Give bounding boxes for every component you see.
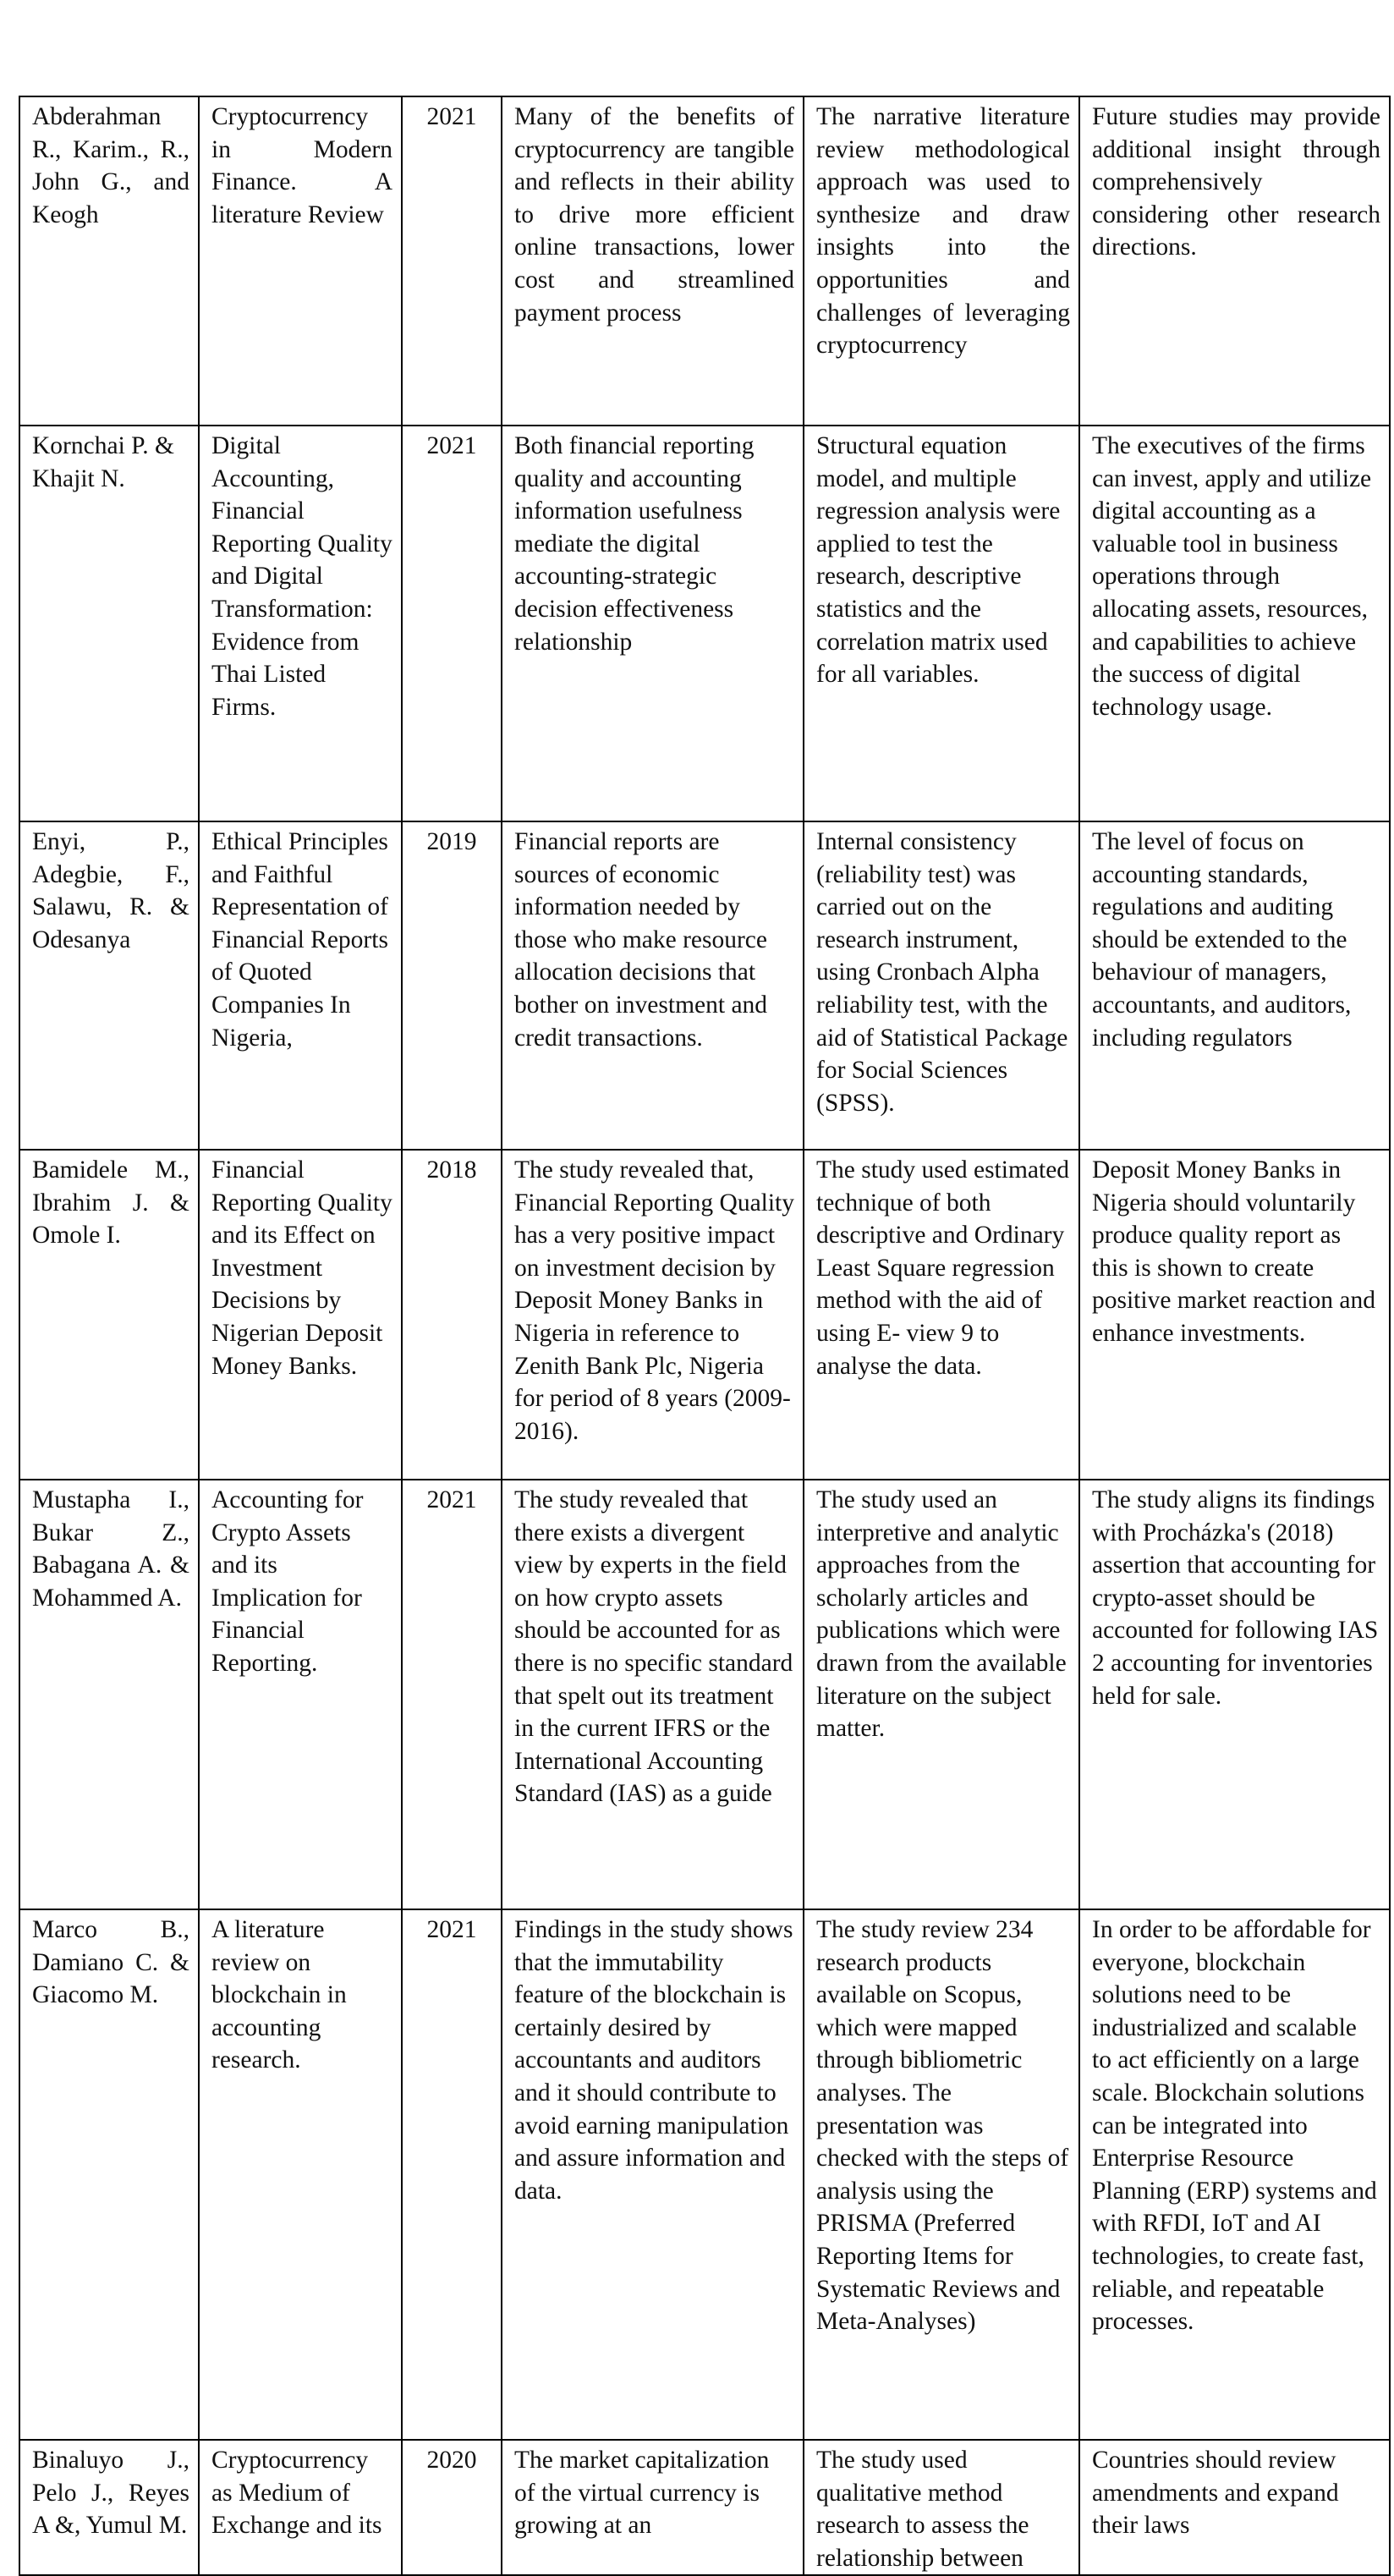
findings-cell: The study revealed that, Financial Reporting Quality has a very positive impact on investment decision by Deposit Money Banks in Nigeria in reference to Zenith Bank Plc, Nigeria for period of 8 years (2009- 2016). [502, 1150, 804, 1480]
recommendation-cell: Future studies may provide additional insight through comprehensively considering other research directions. [1079, 96, 1390, 426]
table-row [19, 1909, 1390, 2440]
title-cell: Ethical Principles and Faithful Representation of Financial Reports of Quoted Companies In Nigeria, [199, 821, 402, 1150]
title-cell: A literature review on blockchain in accounting research. [199, 1909, 402, 2440]
year-cell: 2020 [402, 2440, 502, 2575]
authors-cell: Abderahman R., Karim., R., John G., and Keogh [19, 96, 199, 426]
title-cell: Cryptocurrency in Modern Finance. A literature Review [199, 96, 402, 426]
table-row [19, 1150, 1390, 1480]
authors-cell: Marco B., Damiano C. & Giacomo M. [19, 1909, 199, 2440]
literature-review-table [19, 96, 1391, 2576]
table-row [19, 821, 1390, 1150]
authors-cell: Mustapha I., Bukar Z., Babagana A. & Mohammed A. [19, 1480, 199, 1909]
methodology-cell: The study used estimated technique of both descriptive and Ordinary Least Square regression method with the aid of using E- view 9 to analyse the data. [804, 1150, 1079, 1480]
year-cell: 2021 [402, 96, 502, 426]
recommendation-cell: The executives of the firms can invest, apply and utilize digital accounting as a valuable tool in business operations through allocating assets, resources, and capabilities to achieve the success of digital technology usage. [1079, 426, 1390, 821]
table-row [19, 426, 1390, 821]
authors-cell: Bamidele M., Ibrahim J. & Omole I. [19, 1150, 199, 1480]
year-cell: 2021 [402, 1480, 502, 1909]
year-cell: 2018 [402, 1150, 502, 1480]
findings-cell: Findings in the study shows that the immutability feature of the blockchain is certainly desired by accountants and auditors and it should contribute to avoid earning manipulation and assure information and data. [502, 1909, 804, 2440]
table-row [19, 2440, 1390, 2575]
year-cell: 2021 [402, 1909, 502, 2440]
findings-cell: Many of the benefits of cryptocurrency are tangible and reflects in their ability to drive more efficient online transactions, lower cost and streamlined payment process [502, 96, 804, 426]
methodology-cell: The study used qualitative method research to assess the relationship between [804, 2440, 1079, 2575]
findings-cell: Financial reports are sources of economic information needed by those who make resource allocation decisions that bother on investment and credit transactions. [502, 821, 804, 1150]
findings-cell: The study revealed that there exists a divergent view by experts in the field on how crypto assets should be accounted for as there is no specific standard that spelt out its treatment in the current IFRS or the International Accounting Standard (IAS) as a guide [502, 1480, 804, 1909]
findings-cell: The market capitalization of the virtual currency is growing at an [502, 2440, 804, 2575]
methodology-cell: Structural equation model, and multiple regression analysis were applied to test the research, descriptive statistics and the correlation matrix used for all variables. [804, 426, 1079, 821]
title-cell: Digital Accounting, Financial Reporting Quality and Digital Transformation: Evidence from Thai Listed Firms. [199, 426, 402, 821]
table-row [19, 96, 1390, 426]
authors-cell: Enyi, P., Adegbie, F., Salawu, R. & Odesanya [19, 821, 199, 1150]
title-cell: Cryptocurrency as Medium of Exchange and its [199, 2440, 402, 2575]
recommendation-cell: In order to be affordable for everyone, blockchain solutions need to be industrialized and scalable to act efficiently on a large scale. Blockchain solutions can be integrated into Enterprise Resource Planning (ERP) systems and with RFDI, IoT and AI technologies, to create fast, reliable, and repeatable processes. [1079, 1909, 1390, 2440]
recommendation-cell: Deposit Money Banks in Nigeria should voluntarily produce quality report as this is shown to create positive market reaction and enhance investments. [1079, 1150, 1390, 1480]
year-cell: 2021 [402, 426, 502, 821]
methodology-cell: Internal consistency (reliability test) was carried out on the research instrument, using Cronbach Alpha reliability test, with the aid of Statistical Package for Social Sciences (SPSS). [804, 821, 1079, 1150]
authors-cell: Kornchai P. & Khajit N. [19, 426, 199, 821]
year-cell: 2019 [402, 821, 502, 1150]
recommendation-cell: Countries should review amendments and expand their laws [1079, 2440, 1390, 2575]
title-cell: Accounting for Crypto Assets and its Implication for Financial Reporting. [199, 1480, 402, 1909]
methodology-cell: The study review 234 research products available on Scopus, which were mapped through bibliometric analyses. The presentation was checked with the steps of analysis using the PRISMA (Preferred Reporting Items for Systematic Reviews and Meta-Analyses) [804, 1909, 1079, 2440]
methodology-cell: The study used an interpretive and analytic approaches from the scholarly articles and publications which were drawn from the available literature on the subject matter. [804, 1480, 1079, 1909]
recommendation-cell: The level of focus on accounting standards, regulations and auditing should be extended to the behaviour of managers, accountants, and auditors, including regulators [1079, 821, 1390, 1150]
methodology-cell: The narrative literature review methodological approach was used to synthesize and draw insights into the opportunities and challenges of leveraging cryptocurrency [804, 96, 1079, 426]
authors-cell: Binaluyo J., Pelo J., Reyes A &, Yumul M. [19, 2440, 199, 2575]
table-row [19, 1480, 1390, 1909]
title-cell: Financial Reporting Quality and its Effect on Investment Decisions by Nigerian Deposit Money Banks. [199, 1150, 402, 1480]
recommendation-cell: The study aligns its findings with Procházka's (2018) assertion that accounting for crypto-asset should be accounted for following IAS 2 accounting for inventories held for sale. [1079, 1480, 1390, 1909]
findings-cell: Both financial reporting quality and accounting information usefulness mediate the digital accounting-strategic decision effectiveness relationship [502, 426, 804, 821]
